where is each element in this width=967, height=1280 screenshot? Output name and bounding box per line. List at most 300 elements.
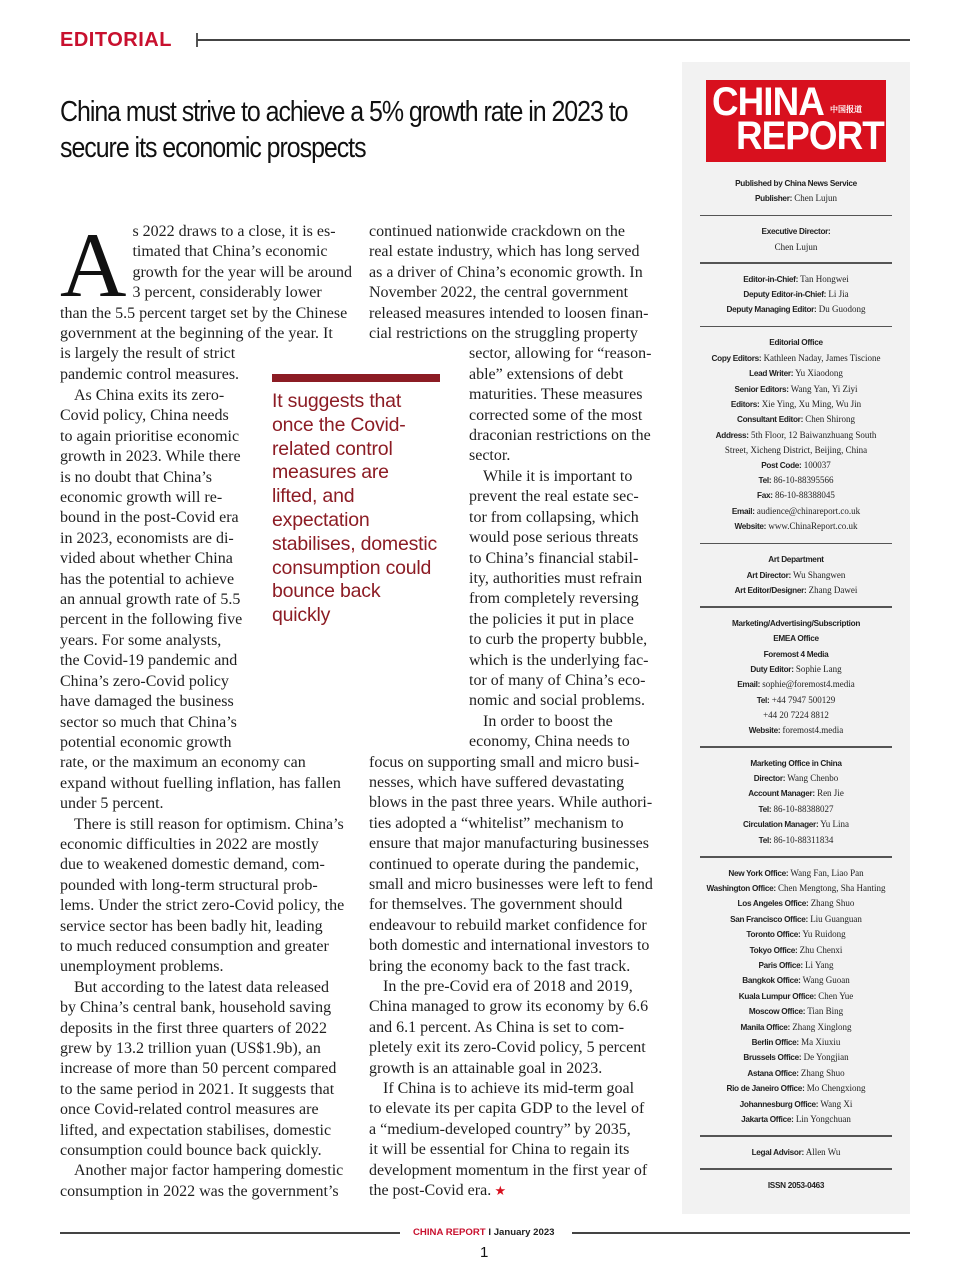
masthead-entry <box>700 1020 892 1035</box>
footer-rule-right <box>572 1232 910 1234</box>
text-line: lifted, and expectation stabilises, domestic <box>60 1121 332 1139</box>
masthead-label: Tokyo Office: <box>749 945 798 955</box>
masthead-label: Fax: <box>757 491 773 501</box>
masthead-label: Tel: <box>758 476 772 485</box>
masthead-entry <box>700 833 892 848</box>
masthead-label: Paris Office: <box>758 960 803 970</box>
masthead-sidebar <box>682 62 910 1214</box>
masthead-entry <box>700 366 892 381</box>
text-line: sector. <box>469 447 511 465</box>
masthead-entry <box>700 443 892 457</box>
text-line: to elevate its per capita GDP to the level of <box>369 1100 645 1118</box>
text-line: economy, China needs to <box>469 733 630 751</box>
text-line: able” extensions of debt <box>469 365 624 383</box>
text-line: has the potential to achieve <box>60 570 235 588</box>
masthead-value: Yu Lina <box>818 819 850 830</box>
masthead-label: Kuala Lumpur Office: <box>738 991 817 1001</box>
masthead-entry <box>700 302 892 317</box>
text-line: ties adopted a “whitelist” mechanism to <box>369 814 624 832</box>
text-line: have damaged the business <box>60 693 234 711</box>
masthead-label: Johannesburg Office: <box>739 1099 819 1109</box>
text-line: lems. Under the strict zero-Covid policy, the <box>60 897 345 915</box>
text-line: If China is to achieve its mid-term goal <box>383 1080 635 1098</box>
text-line: pletely exit its zero-Covid policy, 5 percent <box>369 1039 646 1057</box>
masthead-value: Du Guodong <box>816 304 866 315</box>
masthead-entry <box>700 1050 892 1065</box>
masthead-value: Zhu Chenxi <box>797 944 843 955</box>
text-line: But according to the latest data released <box>74 978 330 996</box>
masthead-value: Wu Shangwen <box>790 569 846 580</box>
text-line: ity, authorities must refrain <box>469 569 643 587</box>
masthead-value: www.ChinaReport.co.uk <box>766 521 858 532</box>
masthead-value: Liu Guanguan <box>807 913 862 924</box>
masthead-entry <box>700 583 892 598</box>
masthead-entry <box>700 397 892 412</box>
masthead-value: Chen Yue <box>816 990 854 1001</box>
pull-quote-line: lifted, and <box>272 485 355 508</box>
text-line: once Covid-related control measures are <box>60 1101 319 1119</box>
masthead-label: Art Department <box>768 555 824 565</box>
text-line: service sector has been badly hit, leading <box>60 917 323 935</box>
masthead-value: Li Yang <box>802 959 834 970</box>
masthead-label: Rio de Janeiro Office: <box>726 1084 805 1094</box>
masthead-entry <box>700 647 892 662</box>
masthead-entry <box>700 428 892 443</box>
masthead-value: +44 20 7224 8812 <box>763 710 829 721</box>
masthead-entry <box>700 1081 892 1096</box>
masthead-credits <box>700 174 892 1197</box>
text-line: years. For some analysts, <box>60 631 222 649</box>
masthead-label: Executive Director: <box>761 227 831 237</box>
masthead-label: EMEA Office <box>773 634 819 644</box>
article-headline: China must strive to achieve a 5% growth rate in 2023 to secure its economic prospects <box>60 96 628 164</box>
masthead-entry <box>700 224 892 239</box>
masthead-value: Allen Wu <box>803 1146 841 1157</box>
masthead-value: Wang Guoan <box>800 975 850 986</box>
masthead-value: Chen Shirong <box>803 414 856 425</box>
masthead-label: Marketing Office in China <box>750 758 842 768</box>
masthead-group <box>700 614 892 742</box>
masthead-value: Li Jia <box>826 289 849 300</box>
text-line: ensure that major manufacturing businesses <box>369 835 649 853</box>
text-line: is largely the result of strict <box>60 345 236 363</box>
masthead-entry <box>700 519 892 534</box>
paragraph-6 <box>369 222 661 467</box>
masthead-divider <box>700 543 892 545</box>
text-line: growth for the year will be around <box>132 263 352 281</box>
text-line: s 2022 draws to a close, it is es- <box>132 223 336 240</box>
footer-separator: I <box>488 1227 492 1238</box>
text-line: prevent the real estate sec- <box>469 488 639 506</box>
masthead-label: Editor-in-Chief: <box>743 274 799 284</box>
masthead-divider <box>700 262 892 264</box>
masthead-entry <box>700 191 892 206</box>
masthead-value: Lin Yongchuan <box>793 1114 851 1125</box>
masthead-value: Zhang Shuo <box>808 898 855 909</box>
masthead-label: Tel: <box>758 804 772 814</box>
masthead-label: Deputy Managing Editor: <box>726 305 817 315</box>
masthead-label: Foremost 4 Media <box>763 649 829 659</box>
text-line: cial restrictions on the struggling property <box>369 325 638 343</box>
text-line: nesses, which have suffered devastating <box>369 773 625 791</box>
text-line: and 6.1 percent. As China is set to com- <box>369 1018 625 1036</box>
masthead-entry <box>700 568 892 583</box>
text-line: maturities. These measures <box>469 386 643 404</box>
masthead-value: 86-10-88388027 <box>771 803 834 814</box>
text-line: under 5 percent. <box>60 795 164 813</box>
masthead-group <box>700 550 892 602</box>
logo-chinese-text: 中国报道 <box>830 105 862 114</box>
masthead-value: Zhang Dawei <box>806 584 858 595</box>
masthead-divider <box>700 606 892 608</box>
masthead-value: Wang Chenbo <box>785 773 839 783</box>
masthead-label: Senior Editors: <box>734 384 789 394</box>
masthead-group <box>700 864 892 1132</box>
masthead-value: Wang Yan, Yi Ziyi <box>788 383 858 394</box>
text-line: an annual growth rate of 5.5 <box>60 591 241 609</box>
masthead-entry <box>700 1112 892 1127</box>
masthead-label: Los Angeles Office: <box>737 899 809 909</box>
masthead-entry <box>700 912 892 927</box>
masthead-value: Street, Xicheng District, Beijing, China <box>724 445 868 456</box>
footer-rule-left <box>60 1232 400 1234</box>
masthead-value: 100037 <box>801 459 831 470</box>
text-line: continued to operate during the pandemic, <box>369 855 640 873</box>
masthead-label: Berlin Office: <box>751 1038 799 1047</box>
text-line: percent in the following five <box>60 611 243 629</box>
masthead-value: De Yongjian <box>801 1052 849 1063</box>
logo-line-china: CHINA <box>712 80 824 124</box>
masthead-value: Yu Ruidong <box>800 929 846 940</box>
masthead-entry <box>700 896 892 911</box>
article-column-2 <box>369 222 661 1202</box>
text-line: As China exits its zero- <box>74 387 225 404</box>
masthead-entry <box>700 488 892 503</box>
drop-cap: A <box>60 214 127 316</box>
text-line: economic growth will re- <box>60 489 223 507</box>
paragraph-4 <box>60 978 350 1162</box>
masthead-label: Published by China News Service <box>735 179 857 188</box>
section-header <box>60 28 910 52</box>
text-line: the Covid-19 pandemic and <box>60 652 238 670</box>
masthead-label: Toronto Office: <box>746 930 801 940</box>
text-line: focus on supporting small and micro busi- <box>369 753 640 771</box>
masthead-value: Chen Mengtong, Sha Hanting <box>775 882 886 893</box>
masthead-group <box>700 270 892 322</box>
masthead-group <box>700 1176 892 1197</box>
masthead-group <box>700 333 892 538</box>
masthead-entry <box>700 677 892 692</box>
text-line: consumption in 2022 was the government’s <box>60 1182 339 1200</box>
masthead-divider <box>700 856 892 858</box>
masthead-label: Account Manager: <box>748 789 815 799</box>
footer-date: January 2023 <box>493 1227 555 1238</box>
masthead-value: 5th Floor, 12 Baiwanzhuang South <box>748 429 877 440</box>
text-line: the post-Covid era. ★ <box>369 1182 507 1200</box>
text-line: pounded with long-term structural prob- <box>60 876 318 894</box>
masthead-value: Zhang Shuo <box>798 1067 845 1078</box>
text-line: government at the beginning of the year. It <box>60 325 333 343</box>
text-line: endeavour to rebuild market confidence for <box>369 916 647 934</box>
text-line: for themselves. The government should <box>369 896 623 914</box>
masthead-label: Washington Office: <box>706 883 776 893</box>
masthead-label: San Francisco Office: <box>730 914 808 924</box>
text-line: sector, allowing for “reason- <box>469 345 652 363</box>
text-line: November 2022, the central government <box>369 284 629 302</box>
text-line: Covid policy, China needs <box>60 407 229 425</box>
masthead-entry <box>700 771 892 786</box>
masthead-entry <box>700 1004 892 1019</box>
masthead-divider <box>700 1135 892 1137</box>
text-line: a “medium-developed country” by 2035, <box>369 1120 631 1138</box>
text-line: blows in the past three years. While authori- <box>369 794 653 812</box>
paragraph-5 <box>60 1161 350 1202</box>
masthead-entry <box>700 802 892 817</box>
masthead-value: Wang Xi <box>818 1098 853 1109</box>
masthead-label: Art Editor/Designer: <box>734 585 807 595</box>
masthead-entry <box>700 1178 892 1193</box>
text-line: increase of more than 50 percent compared <box>60 1060 337 1078</box>
text-line: There is still reason for optimism. China’s <box>74 815 344 833</box>
masthead-entry <box>700 958 892 973</box>
masthead-value: foremost4.media <box>780 724 844 735</box>
masthead-label: Email: <box>731 506 755 516</box>
text-line: as a driver of China’s economic growth. In <box>369 263 643 281</box>
masthead-entry <box>700 708 892 722</box>
pull-quote-line: expectation <box>272 508 370 531</box>
masthead-entry <box>700 1097 892 1112</box>
masthead-value: sophie@foremost4.media <box>760 679 855 690</box>
masthead-group <box>700 174 892 211</box>
masthead-label: Website: <box>748 725 781 735</box>
masthead-value: Sophie Lang <box>793 664 842 675</box>
masthead-divider <box>700 1168 892 1170</box>
masthead-value: Tan Hongwei <box>798 273 849 284</box>
paragraph-3 <box>60 815 350 978</box>
masthead-entry <box>700 272 892 287</box>
text-line: is no doubt that China’s <box>60 468 212 486</box>
masthead-entry <box>700 786 892 801</box>
masthead-entry <box>700 866 892 881</box>
masthead-entry <box>700 1066 892 1081</box>
page-number: 1 <box>480 1244 489 1261</box>
footer-brand: CHINA REPORT <box>413 1227 486 1238</box>
masthead-label: Consultant Editor: <box>736 415 803 425</box>
masthead-label: Jakarta Office: <box>741 1115 794 1125</box>
text-line: deposits in the first three quarters of 2022 <box>60 1019 328 1037</box>
masthead-value: 86-10-88395566 <box>771 475 834 485</box>
masthead-entry <box>700 552 892 567</box>
masthead-divider <box>700 215 892 217</box>
text-line: by China’s central bank, household saving <box>60 999 332 1017</box>
masthead-value: Ma Xiuxiu <box>798 1037 841 1047</box>
masthead-group <box>700 1143 892 1164</box>
masthead-label: Copy Editors: <box>711 353 762 363</box>
masthead-label: Post Code: <box>761 460 802 470</box>
masthead-entry <box>700 458 892 473</box>
text-line: draconian restrictions on the <box>469 427 651 445</box>
logo-line-report: REPORT <box>736 114 884 158</box>
masthead-value: Kathleen Naday, James Tiscione <box>761 352 881 363</box>
article-column-1 <box>60 214 352 385</box>
masthead-label: Marketing/Advertising/Subscription <box>731 618 861 628</box>
pull-quote-line: related control <box>272 437 393 460</box>
masthead-entry <box>700 473 892 488</box>
paragraph-8 <box>369 712 661 977</box>
text-line: bound in the post-Covid era <box>60 509 239 527</box>
masthead-value: Mo Chengxiong <box>804 1083 866 1094</box>
masthead-value: Tian Bing <box>805 1006 844 1017</box>
text-line: growth in 2023. While there <box>60 448 241 466</box>
masthead-entry <box>700 412 892 427</box>
masthead-entry <box>700 631 892 646</box>
text-line: potential economic growth <box>60 733 232 751</box>
masthead-value: Zhang Xinglong <box>789 1021 852 1032</box>
masthead-value: 86-10-88388045 <box>772 490 835 501</box>
text-line: tor of many of China’s eco- <box>469 671 646 689</box>
text-line: from completely reversing <box>469 590 639 608</box>
masthead-label: Circulation Manager: <box>742 820 819 830</box>
text-line: in 2023, economists are di- <box>60 529 234 547</box>
text-line: expand without fuelling inflation, has fallen <box>60 774 341 792</box>
masthead-entry <box>700 1145 892 1160</box>
pull-quote-line: bounce back <box>272 580 381 603</box>
text-line: continued nationwide crackdown on the <box>369 223 625 240</box>
masthead-label: Tel: <box>758 835 772 845</box>
pull-quote-line: It suggests that <box>272 390 402 412</box>
masthead-label: Duty Editor: <box>750 665 794 675</box>
masthead-label: Brussels Office: <box>743 1053 802 1063</box>
text-line: China’s zero-Covid policy <box>60 672 229 690</box>
masthead-divider <box>700 746 892 748</box>
masthead-label: ISSN 2053-0463 <box>767 1180 825 1190</box>
text-line: corrected some of the most <box>469 406 643 424</box>
pull-quote-line: quickly <box>272 604 331 627</box>
masthead-entry <box>700 616 892 631</box>
section-rule <box>197 39 910 41</box>
masthead-entry <box>700 351 892 366</box>
masthead-value: Xie Ying, Xu Ming, Wu Jin <box>759 398 862 409</box>
text-line: to much reduced consumption and greater <box>60 937 329 955</box>
text-line: small and micro businesses were left to fend <box>369 876 653 893</box>
text-line: 3 percent, considerably lower <box>132 284 322 302</box>
text-line: Another major factor hampering domestic <box>74 1162 344 1180</box>
masthead-entry <box>700 287 892 302</box>
text-line: vided about whether China <box>60 550 233 568</box>
text-line: released measures intended to loosen finan- <box>369 304 649 322</box>
masthead-label: Publisher: <box>754 194 793 204</box>
text-line: which is the underlying fac- <box>469 651 649 669</box>
masthead-entry <box>700 240 892 254</box>
end-star-icon: ★ <box>491 1183 507 1199</box>
text-line: nomic and social problems. <box>469 692 645 710</box>
masthead-entry <box>700 723 892 738</box>
footer-publication-line <box>413 1226 555 1239</box>
china-report-logo <box>706 80 886 162</box>
masthead-entry <box>700 989 892 1004</box>
text-line: rate, or the maximum an economy can <box>60 754 306 772</box>
masthead-label: Editors: <box>730 399 760 409</box>
masthead-value: 86-10-88311834 <box>771 834 834 845</box>
masthead-label: Deputy Editor-in-Chief: <box>743 290 827 300</box>
masthead-value: Chen Lujun <box>774 241 818 252</box>
masthead-value: Ren Jie <box>814 788 844 799</box>
paragraph-10 <box>369 1079 661 1201</box>
text-line: development momentum in the first year of <box>369 1161 648 1179</box>
masthead-entry <box>700 943 892 958</box>
masthead-entry <box>700 817 892 832</box>
paragraph-7 <box>369 467 661 712</box>
masthead-entry <box>700 693 892 708</box>
masthead-value: Chen Lujun <box>792 193 838 204</box>
text-line: it will be essential for China to regain its <box>369 1141 630 1159</box>
masthead-value: Wang Fan, Liao Pan <box>788 867 864 878</box>
masthead-entry <box>700 504 892 519</box>
text-line: China managed to grow its economy by 6.6 <box>369 998 649 1016</box>
masthead-label: Editorial Office <box>769 338 823 348</box>
masthead-entry <box>700 382 892 397</box>
text-line: growth is an attainable goal in 2023. <box>369 1059 603 1077</box>
text-line: In the pre-Covid era of 2018 and 2019, <box>383 978 633 996</box>
masthead-entry <box>700 756 892 771</box>
text-line: than the 5.5 percent target set by the Chinese <box>60 304 348 322</box>
masthead-label: Address: <box>715 430 749 440</box>
text-line: to the same period in 2021. It suggests that <box>60 1080 335 1098</box>
masthead-label: Lead Writer: <box>749 369 794 379</box>
text-line: due to weakened domestic demand, com- <box>60 856 325 874</box>
text-line: bring the economy back to the fast track. <box>369 957 631 975</box>
text-line: sector so much that China’s <box>60 713 237 731</box>
masthead-label: Director: <box>753 774 786 783</box>
pull-quote-line: stabilises, domestic <box>272 532 438 555</box>
masthead-value: Yu Xiaodong <box>793 368 843 379</box>
masthead-label: Manila Office: <box>740 1022 790 1032</box>
pull-quote-line: measures are <box>272 461 389 484</box>
masthead-entry <box>700 973 892 988</box>
masthead-label: Email: <box>737 680 760 690</box>
masthead-group <box>700 222 892 258</box>
text-line: to China’s financial stabil- <box>469 549 639 567</box>
text-line: real estate industry, which has long served <box>369 243 640 261</box>
text-line: the policies it put in place <box>469 610 634 628</box>
text-line: economic difficulties in 2022 are mostly <box>60 835 319 853</box>
masthead-entry <box>700 335 892 350</box>
masthead-label: Tel: <box>756 695 770 705</box>
masthead-label: Astana Office: <box>747 1068 799 1078</box>
masthead-entry <box>700 927 892 942</box>
masthead-label: Art Director: <box>746 570 791 580</box>
text-line: timated that China’s economic <box>132 243 328 261</box>
masthead-entry <box>700 881 892 896</box>
text-line: to curb the property bubble, <box>469 631 648 649</box>
masthead-label: Moscow Office: <box>748 1007 806 1017</box>
masthead-divider <box>700 326 892 328</box>
text-line: would pose serious threats <box>469 529 639 547</box>
masthead-label: Legal Advisor: <box>751 1147 804 1157</box>
text-line: to again prioritise economic <box>60 427 240 445</box>
masthead-label: Website: <box>734 522 767 532</box>
pull-quote-line: once the Covid- <box>272 413 406 436</box>
text-line: grew by 13.2 trillion yuan (US$1.9b), an <box>60 1040 321 1057</box>
masthead-label: Bangkok Office: <box>742 976 801 986</box>
masthead-entry <box>700 1035 892 1050</box>
text-line: pandemic control measures. <box>60 365 240 383</box>
masthead-entry <box>700 176 892 191</box>
text-line: both domestic and international investors to <box>369 937 650 955</box>
masthead-group <box>700 754 892 852</box>
masthead-entry <box>700 662 892 677</box>
text-line: In order to boost the <box>483 712 613 730</box>
